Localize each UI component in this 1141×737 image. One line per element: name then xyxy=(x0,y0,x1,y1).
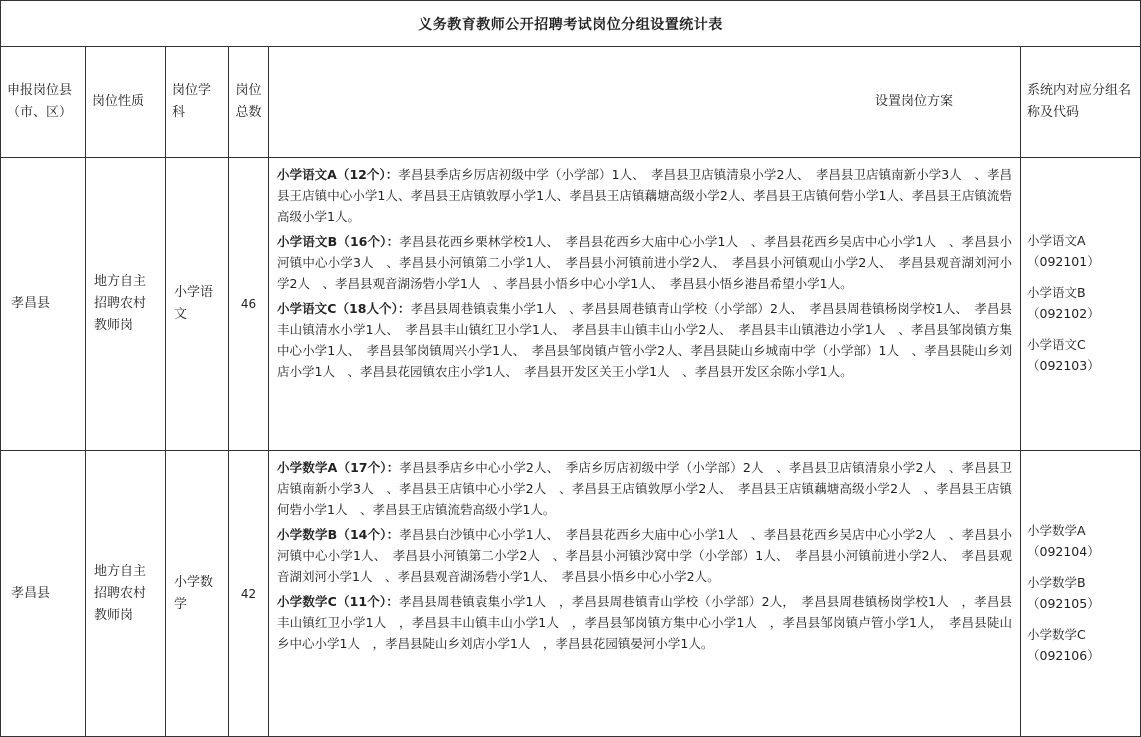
group-code: 小学语文B（092102） xyxy=(1027,285,1100,321)
group-code: 小学语文A（092101） xyxy=(1027,233,1100,269)
row-county: 孝昌县 xyxy=(1,158,86,451)
row-county: 孝昌县 xyxy=(1,451,86,737)
plan-group xyxy=(277,524,1012,587)
plan-group-name: 小学数学A（17个）： xyxy=(277,460,400,475)
plan-group xyxy=(277,298,1012,382)
plan-group-detail: 孝昌县花西乡栗林学校1人、 孝昌县花西乡大庙中心小学1人 、孝昌县花西乡吴店中心小学1人 、孝昌县小河镇中心小学3人 、孝昌县小河镇第二小学1人、 孝昌县小河镇前进小学2人、 孝昌县小河镇观山小学2人、 孝昌县观音湖刘河小学2人 、孝昌县观音湖汤砦小学1人 、孝昌县小悟乡中心小学1人、 孝昌县小悟乡港昌希望小学1人。 xyxy=(277,234,1012,291)
group-code: 小学数学A（092104） xyxy=(1027,522,1100,559)
header-code: 系统内对应分组名称及代码 xyxy=(1021,47,1141,158)
plan-group-name: 小学语文C（18人个）： xyxy=(277,301,411,316)
plan-group-name: 小学数学B（14个）： xyxy=(277,527,400,542)
plan-group xyxy=(277,164,1012,227)
plan-group xyxy=(277,231,1012,294)
group-code: 小学数学C（092106） xyxy=(1027,626,1100,663)
header-scheme-label: 设置岗位方案 xyxy=(875,94,954,109)
plan-group-name: 小学数学C（11个）： xyxy=(277,594,399,609)
row-codes xyxy=(1021,158,1141,451)
table-title: 义务教育教师公开招聘考试岗位分组设置统计表 xyxy=(1,1,1141,47)
plan-group xyxy=(277,457,1012,520)
row-subject: 小学数学 xyxy=(166,451,229,737)
row-plan xyxy=(269,451,1021,737)
plan-group-name: 小学语文B（16个）： xyxy=(277,234,400,249)
plan-group-detail: 孝昌县季店乡厉店初级中学（小学部）1人、 孝昌县卫店镇清泉小学2人、 孝昌县卫店镇南新小学3人 、孝昌县王店镇中心小学1人、孝昌县王店镇敦厚小学1人、孝昌县王店镇藕塘高级小学2人、孝昌县王店镇何砦小学1人、孝昌县王店镇流砦高级小学1人。 xyxy=(277,167,1012,224)
header-row xyxy=(1,47,1141,158)
plan-group-detail: 孝昌县周巷镇袁集小学1人 、孝昌县周巷镇青山学校（小学部）2人、 孝昌县周巷镇杨岗学校1人、 孝昌县丰山镇清水小学1人、 孝昌县丰山镇红卫小学1人、 孝昌县丰山镇丰山小学2人、 孝昌县丰山镇港边小学1人 、孝昌县邹岗镇方集中心小学1人、 孝昌县邹岗镇周兴小学1人、 孝昌县邹岗镇卢管小学2人、孝昌县陡山乡城南中学（小学部）1人 、孝昌县陡山乡刘店小学1人 、孝昌县花园镇农庄小学1人、 孝昌县开发区关王小学1人 、孝昌县开发区余陈小学1人。 xyxy=(277,301,1012,379)
table-row xyxy=(1,451,1141,737)
header-scheme xyxy=(269,47,1021,158)
group-code: 小学语文C（092103） xyxy=(1027,337,1100,373)
row-subject: 小学语文 xyxy=(166,158,229,451)
row-nature: 地方自主招聘农村教师岗 xyxy=(86,451,166,737)
plan-group-name: 小学语文A（12个）： xyxy=(277,167,399,182)
row-total: 42 xyxy=(229,451,269,737)
row-plan xyxy=(269,158,1021,451)
header-county: 申报岗位县（市、区） xyxy=(1,47,86,158)
plan-group-detail: 孝昌县周巷镇袁集小学1人 ，孝昌县周巷镇青山学校（小学部）2人， 孝昌县周巷镇杨岗学校1人 ，孝昌县丰山镇红卫小学1人 ，孝昌县丰山镇丰山小学1人 ，孝昌县邹岗镇方集中心小学1人 ，孝昌县邹岗镇卢管小学1人， 孝昌县陡山乡中心小学1人 ，孝昌县陡山乡刘店小学1人 ，孝昌县花园镇晏河小学1人。 xyxy=(277,594,1012,651)
header-total: 岗位总数 xyxy=(229,47,269,158)
group-code: 小学数学B（092105） xyxy=(1027,574,1100,611)
table-row xyxy=(1,158,1141,451)
plan-group-detail: 孝昌县白沙镇中心小学1人、 孝昌县花西乡大庙中心小学1人 、孝昌县花西乡吴店中心小学2人 、孝昌县小河镇中心小学1人、 孝昌县小河镇第二小学2人 、孝昌县小河镇沙窝中学（小学部）1人、 孝昌县小河镇前进小学2人、 孝昌县观音湖刘河小学1人 、孝昌县观音湖汤砦小学1人、 孝昌县小悟乡中心小学2人。 xyxy=(277,527,1012,584)
plan-group-detail: 孝昌县季店乡中心小学2人、 季店乡厉店初级中学（小学部）2人 、孝昌县卫店镇清泉小学2人 、孝昌县卫店镇南新小学3人 、孝昌县王店镇中心小学2人 、孝昌县王店镇敦厚小学2人、 孝昌县王店镇藕塘高级小学2人 、孝昌县王店镇何砦小学1人 、孝昌县王店镇流砦高级小学1人。 xyxy=(277,460,1012,517)
header-nature: 岗位性质 xyxy=(86,47,166,158)
header-subject: 岗位学科 xyxy=(166,47,229,158)
row-nature: 地方自主招聘农村教师岗 xyxy=(86,158,166,451)
plan-group xyxy=(277,591,1012,654)
row-codes xyxy=(1021,451,1141,737)
row-total: 46 xyxy=(229,158,269,451)
